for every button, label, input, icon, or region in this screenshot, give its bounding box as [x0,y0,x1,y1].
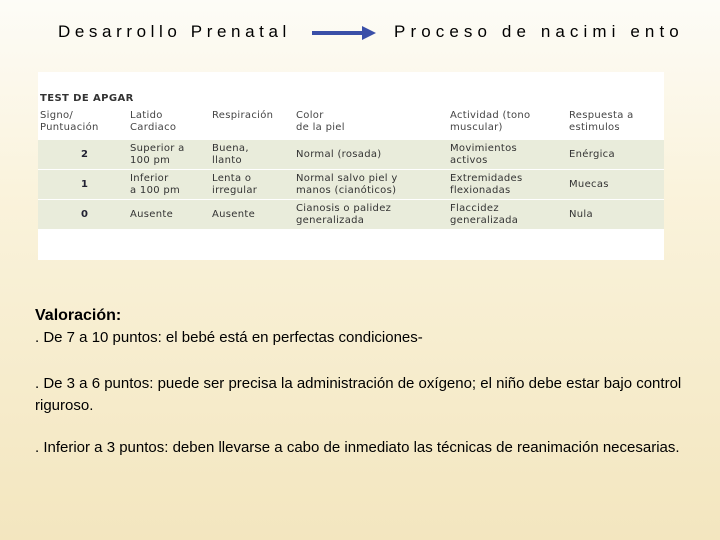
valoracion-line: . Inferior a 3 puntos: deben llevarse a cabo de inmediato las técnicas de reanimación necesarias. [35,439,680,456]
table-row [38,140,664,170]
table-cell: Enérgica [569,149,615,160]
table-cell: Muecas [569,179,609,190]
table-cell: Superior a 100 pm [130,143,185,166]
heading-desarrollo-prenatal: Desarrollo Prenatal [58,22,291,41]
table-cell: Ausente [130,209,174,220]
table-cell: Normal salvo piel y manos (cianóticos) [296,173,398,196]
valoracion-line: . De 3 a 6 puntos: puede ser precisa la administración de oxígeno; el niño debe estar bajo control riguroso. [35,375,682,414]
apgar-table [38,108,664,230]
apgar-table-title: TEST DE APGAR [40,93,134,104]
valoracion-line: . De 7 a 10 puntos: el bebé está en perfectas condiciones- [35,329,423,346]
column-header: Respiración [212,110,274,121]
column-header: Latido Cardiaco [130,110,177,133]
table-cell: Lenta o irregular [212,173,258,196]
table-cell: Flaccidez generalizada [450,203,519,226]
table-row [38,200,664,230]
table-row [38,170,664,200]
table-cell: Inferior a 100 pm [130,173,181,196]
valoracion-paragraph [35,305,695,349]
score-cell: 1 [81,179,89,190]
score-cell: 2 [81,149,89,160]
column-header: Respuesta a estimulos [569,110,634,133]
valoracion-section [35,305,695,479]
column-header: Signo/ Puntuación [40,110,99,133]
heading-proceso-de-nacimiento: Proceso de nacimi ento [394,22,684,41]
table-header-row [38,108,664,140]
table-cell: Movimientos activos [450,143,518,166]
table-cell: Extremidades flexionadas [450,173,523,196]
column-header: Color de la piel [296,110,345,133]
table-cell: Ausente [212,209,256,220]
valoracion-title: Valoración: [35,307,122,324]
table-cell: Nula [569,209,593,220]
table-cell: Cianosis o palidez generalizada [296,203,392,226]
score-cell: 0 [81,209,89,220]
right-arrow-icon [312,24,376,42]
apgar-table-panel [38,72,664,260]
table-cell: Normal (rosada) [296,149,382,160]
table-cell: Buena, llanto [212,143,249,166]
column-header: Actividad (tono muscular) [450,110,531,133]
